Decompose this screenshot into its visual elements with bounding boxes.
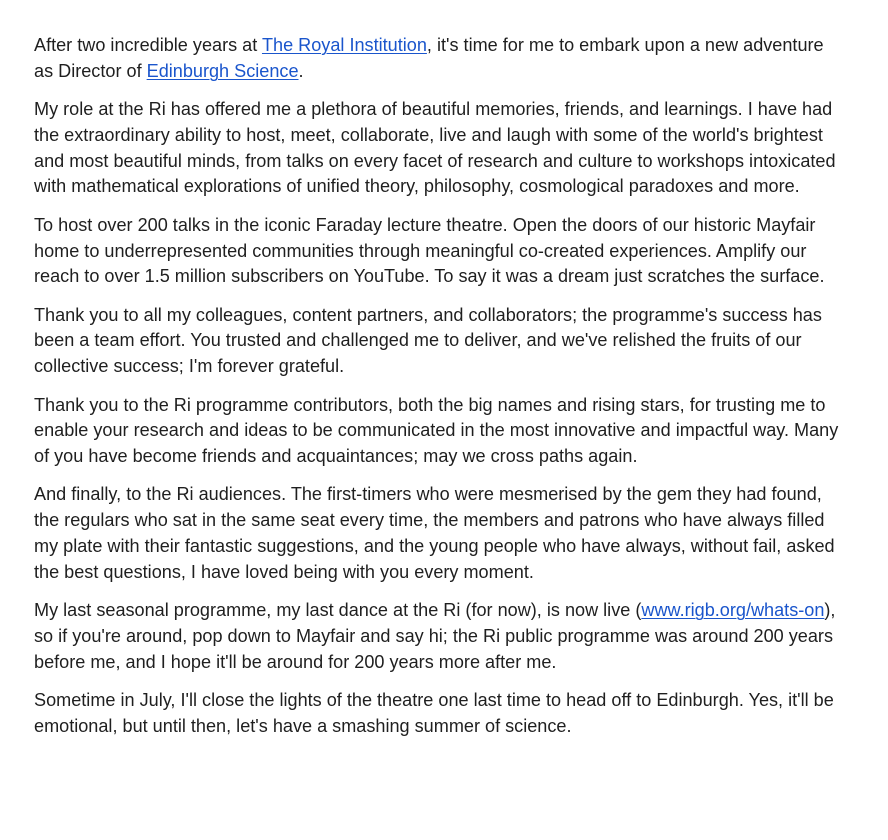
paragraph-thanks-audiences: And finally, to the Ri audiences. The first-timers who were mesmerised by the gem they had found, the regulars who sat in the same seat every time, the members and patrons who have always filled my plate with their fantastic suggestions, and the young people who have always, without fail, asked the best questions, I have loved being with you every moment. xyxy=(34,484,835,582)
paragraph-role: My role at the Ri has offered me a plethora of beautiful memories, friends, and learnings. I have had the extraordinary ability to host, meet, collaborate, live and laugh with some of the world's brightest and most beautiful minds, from talks on every facet of research and culture to workshops intoxicated with mathematical explorations of unified theory, philosophy, cosmological paradoxes and more. xyxy=(34,99,836,197)
paragraph-intro xyxy=(34,33,846,85)
programme-text-end: ), so if you're around, pop down to Mayfair and say hi; the Ri public programme was around 200 years before me, and I hope it'll be around for 200 years more after me. xyxy=(34,600,836,672)
post-body xyxy=(34,33,846,752)
intro-text-start: After two incredible years at xyxy=(34,35,262,55)
whats-on-link[interactable]: www.rigb.org/whats-on xyxy=(641,600,825,621)
paragraph-closing: Sometime in July, I'll close the lights of the theatre one last time to head off to Edinburgh. Yes, it'll be emotional, but until then, let's have a smashing summer of science. xyxy=(34,690,834,736)
programme-text-start: My last seasonal programme, my last dance at the Ri (for now), is now live ( xyxy=(34,600,642,621)
intro-text-end: . xyxy=(298,60,304,81)
paragraph-thanks-colleagues: Thank you to all my colleagues, content partners, and collaborators; the programme's success has been a team effort. You trusted and challenged me to deliver, and we've relished the fruits of our collective success; I'm forever grateful. xyxy=(34,304,822,377)
paragraph-thanks-contributors: Thank you to the Ri programme contributors, both the big names and rising stars, for trusting me to enable your research and ideas to be communicated in the most innovative and impactful way. Many of you have become friends and acquaintances; may we cross paths again. xyxy=(34,394,839,467)
intro-text-middle: , it's time for me to embark upon a new adventure as Director of xyxy=(34,35,824,81)
royal-institution-link[interactable]: The Royal Institution xyxy=(261,35,427,55)
paragraph-achievements: To host over 200 talks in the iconic Faraday lecture theatre. Open the doors of our historic Mayfair home to underrepresented communities through meaningful co-created experiences. Amplify our reach to over 1.5 million subscribers on YouTube. To say it was a dream just scratches the surface. xyxy=(34,214,825,287)
edinburgh-science-link[interactable]: Edinburgh Science xyxy=(146,60,299,81)
paragraph-last-programme xyxy=(34,598,846,675)
